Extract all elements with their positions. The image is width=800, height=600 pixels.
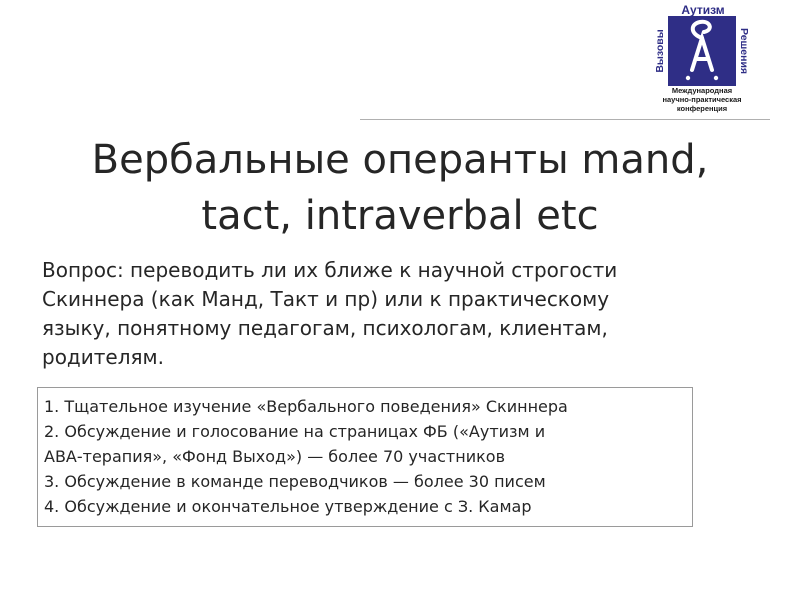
logo-caption-line: конференция [676,104,728,113]
question-line: Скиннера (как Манд, Такт и пр) или к практическому [42,287,610,311]
steps-box [37,387,693,527]
question-line: языку, понятному педагогам, психологам, клиентам, [42,316,608,340]
slide-title-line: Вербальные операнты mand, [91,137,709,183]
logo-text-left: Вызовы [654,29,666,73]
step-line: 4. Обсуждение и окончательное утверждение с З. Камар [44,497,532,516]
step-line: 3. Обсуждение в команде переводчиков — более 30 писем [44,472,546,491]
logo-text-right: Решения [738,27,750,75]
question-text [42,256,742,372]
slide-title [20,132,780,244]
slide-title-line: tact, intraverbal etc [201,193,599,239]
question-line: родителям. [42,345,164,369]
step-line: 1. Тщательное изучение «Вербального поведения» Скиннера [44,397,568,416]
header-divider [360,119,770,120]
logo-text-top: Аутизм [681,4,725,17]
logo-caption-line: Международная [671,86,733,95]
logo-caption-line: научно-практическая [662,95,742,104]
step-line: 2. Обсуждение и голосование на страницах ФБ («Аутизм и [44,422,546,441]
logo-square [668,16,736,86]
step-line: АВА-терапия», «Фонд Выход») — более 70 участников [44,447,505,466]
logo-emblem-icon [652,4,752,89]
logo-caption [640,86,764,113]
question-line: Вопрос: переводить ли их ближе к научной строгости [42,258,618,282]
